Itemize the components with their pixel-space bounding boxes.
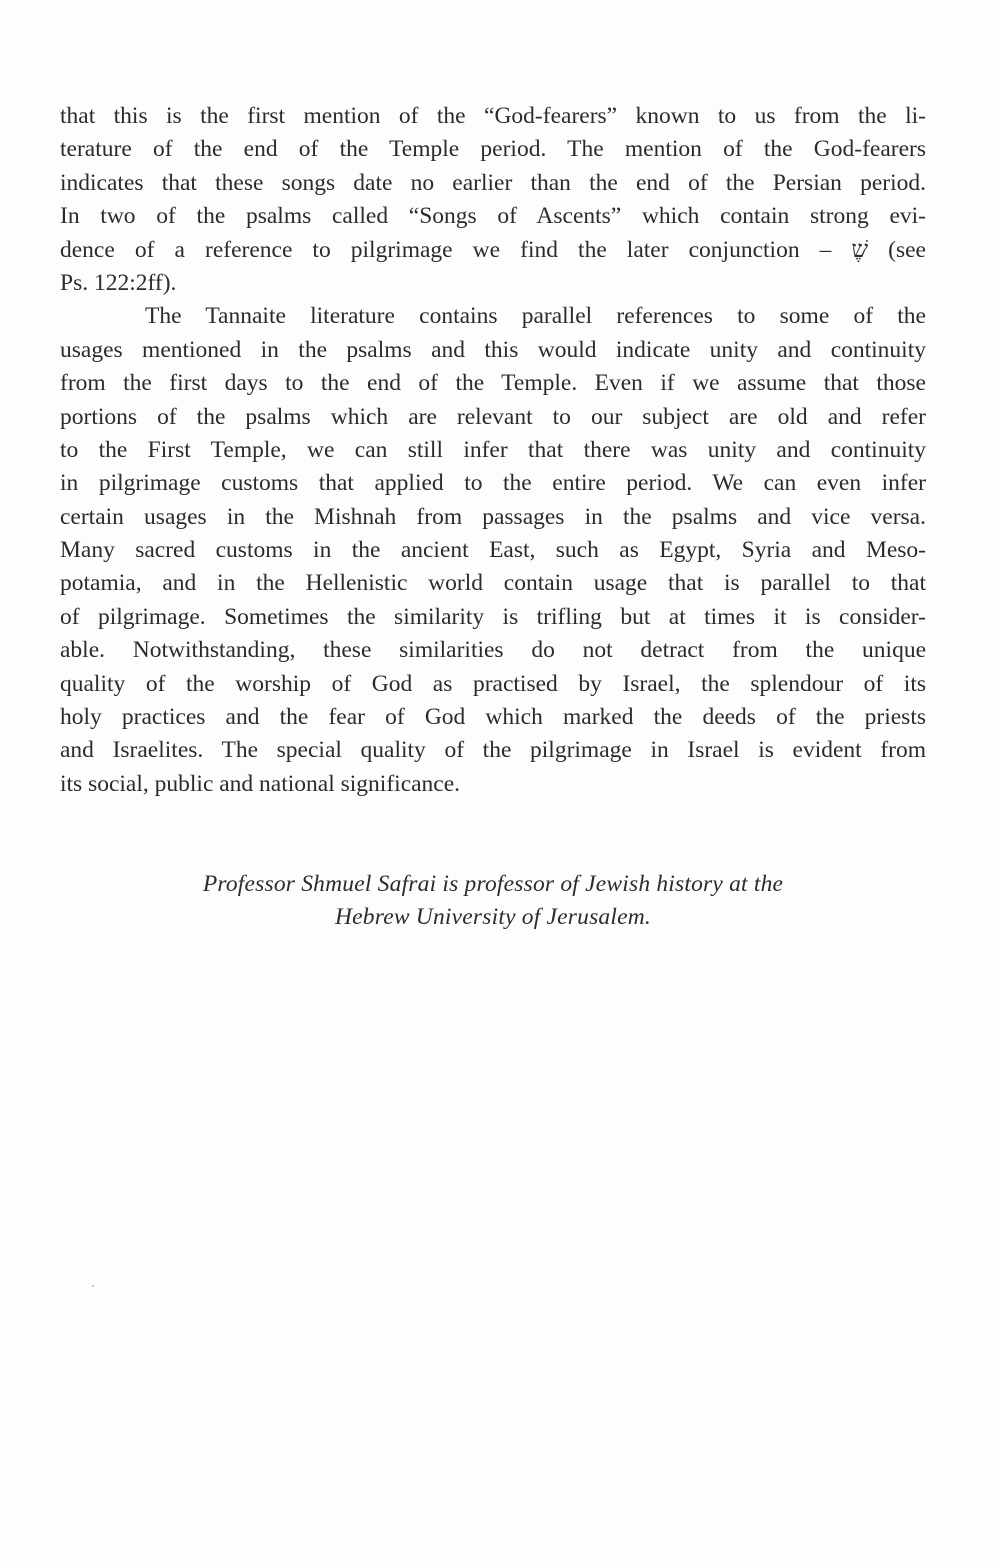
text-line: usages mentioned in the psalms and this would indicate unity and continuity (60, 336, 926, 363)
text-line: quality of the worship of God as practised by Israel, the splendour of its (60, 670, 926, 697)
text-line: its social, public and national significance. (60, 770, 461, 797)
text-line: In two of the psalms called “Songs of Ascents” which contain strong evi- (60, 203, 926, 230)
text-line: and Israelites. The special quality of the pilgrimage in Israel is evident from (60, 737, 926, 764)
text-line: potamia, and in the Hellenistic world contain usage that is parallel to that (60, 570, 926, 597)
text-line: terature of the end of the Temple period. The mention of the God-fearers (60, 136, 926, 163)
scan-speck (92, 1285, 94, 1287)
text-line: certain usages in the Mishnah from passages in the psalms and vice versa. (60, 503, 926, 530)
text-line: of pilgrimage. Sometimes the similarity is trifling but at times it is consider- (60, 603, 926, 630)
byline-line-1: Professor Shmuel Safrai is professor of Jewish history at the (202, 871, 784, 897)
body-text (60, 100, 926, 801)
text-line: portions of the psalms which are relevant to our subject are old and refer (60, 403, 926, 430)
text-line: Ps. 122:2ff). (60, 269, 177, 296)
paragraph-first-line: The Tannaite literature contains parallel references to some of the (145, 303, 926, 330)
author-byline (60, 868, 926, 935)
text-line: Many sacred customs in the ancient East, such as Egypt, Syria and Meso- (60, 537, 926, 564)
text-line: to the First Temple, we can still infer that there was unity and continuity (60, 436, 926, 463)
text-line: able. Notwithstanding, these similarities do not detract from the unique (60, 637, 926, 664)
text-line: holy practices and the fear of God which marked the deeds of the priests (60, 704, 926, 731)
text-line: indicates that these songs date no earlier than the end of the Persian period. (60, 169, 926, 196)
text-line: dence of a reference to pilgrimage we find the later conjunction – שֶׁ (see (60, 236, 926, 263)
text-line: from the first days to the end of the Temple. Even if we assume that those (60, 370, 926, 397)
text-line: that this is the first mention of the “God-fearers” known to us from the li- (60, 103, 926, 129)
text-line: in pilgrimage customs that applied to the entire period. We can even infer (60, 470, 926, 497)
byline-line-2: Hebrew University of Jerusalem. (335, 904, 651, 931)
